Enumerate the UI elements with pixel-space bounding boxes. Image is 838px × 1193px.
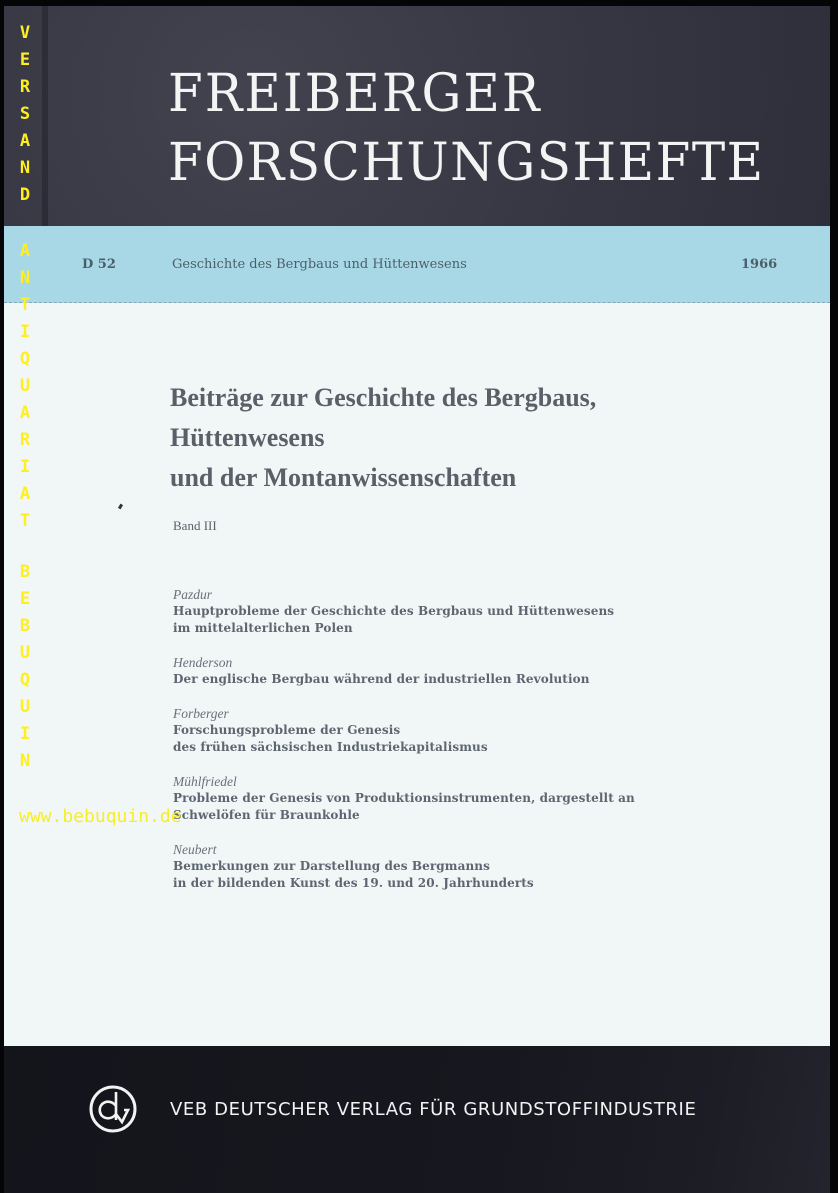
watermark-letter: T xyxy=(19,295,31,315)
title-band xyxy=(4,6,830,226)
entry-title: Bemerkungen zur Darstellung des Bergmanns xyxy=(173,859,490,873)
entry-title: des frühen sächsischen Industriekapitalismus xyxy=(173,740,488,754)
entry-title: Der englische Bergbau während der industriellen Revolution xyxy=(173,672,590,686)
publisher-name: VEB DEUTSCHER VERLAG FÜR GRUNDSTOFFINDUSTRIE xyxy=(170,1099,697,1120)
entry-title: Hauptprobleme der Geschichte des Bergbaus und Hüttenwesens xyxy=(173,604,615,618)
watermark-letter: Q xyxy=(19,349,31,369)
watermark-url: www.bebuquin.de xyxy=(19,806,182,827)
contents-entry xyxy=(173,705,693,756)
contents-entry xyxy=(173,586,693,637)
volume-label: Band III xyxy=(173,518,217,533)
series-band xyxy=(4,226,830,303)
watermark-letter: U xyxy=(19,376,31,396)
main-title-line: Hüttenwesens xyxy=(170,423,325,452)
spine-shadow xyxy=(42,6,48,226)
entry-title: Schwelöfen für Braunkohle xyxy=(173,808,360,822)
watermark-letter: R xyxy=(19,77,31,97)
watermark-letter: N xyxy=(19,158,31,178)
entry-author: Mühlfriedel xyxy=(173,774,237,789)
issue-code: D 52 xyxy=(82,257,116,272)
watermark-letter: A xyxy=(19,484,31,504)
watermark-letter: S xyxy=(19,104,31,124)
series-title-line1: FREIBERGER xyxy=(168,62,542,124)
contents-entry xyxy=(173,841,693,892)
watermark-letter: B xyxy=(19,616,31,636)
watermark-versand xyxy=(10,20,40,209)
entry-title: Forschungsprobleme der Genesis xyxy=(173,723,401,737)
main-title xyxy=(170,378,596,498)
watermark-letter: I xyxy=(19,457,31,477)
publication-year: 1966 xyxy=(741,257,778,272)
contents-entry xyxy=(173,773,693,824)
entry-author: Henderson xyxy=(173,655,233,670)
watermark-letter: D xyxy=(19,185,31,205)
watermark-letter: A xyxy=(19,403,31,423)
watermark-letter: U xyxy=(19,643,31,663)
contents-entry xyxy=(173,654,693,688)
watermark-antiquariat xyxy=(10,238,40,535)
series-title-line2: FORSCHUNGSHEFTE xyxy=(168,131,765,193)
entry-author: Pazdur xyxy=(173,587,213,602)
watermark-letter: N xyxy=(19,268,31,288)
dvg-logo-icon xyxy=(88,1084,138,1134)
contents-list xyxy=(173,586,693,909)
watermark-letter: I xyxy=(19,322,31,342)
watermark-letter: E xyxy=(19,589,31,609)
series-subject: Geschichte des Bergbaus und Hüttenwesens xyxy=(172,257,467,272)
watermark-letter: T xyxy=(19,511,31,531)
main-title-line: und der Montanwissenschaften xyxy=(170,463,517,492)
watermark-letter: A xyxy=(19,131,31,151)
book-cover xyxy=(4,6,830,1193)
entry-title: in der bildenden Kunst des 19. und 20. Jahrhunderts xyxy=(173,876,534,890)
watermark-letter: A xyxy=(19,241,31,261)
main-title-line: Beiträge zur Geschichte des Bergbaus, xyxy=(170,383,597,412)
watermark-letter: B xyxy=(19,562,31,582)
watermark-letter: V xyxy=(19,23,31,43)
watermark-bebuquin xyxy=(10,559,40,775)
watermark-letter: U xyxy=(19,697,31,717)
print-speck xyxy=(118,504,123,510)
watermark-letter: E xyxy=(19,50,31,70)
watermark-letter: N xyxy=(19,751,31,771)
watermark-letter: I xyxy=(19,724,31,744)
entry-author: Forberger xyxy=(173,706,229,721)
watermark-letter: Q xyxy=(19,670,31,690)
entry-title: im mittelalterlichen Polen xyxy=(173,621,353,635)
entry-author: Neubert xyxy=(173,842,217,857)
watermark-letter: R xyxy=(19,430,31,450)
entry-title: Probleme der Genesis von Produktionsinstrumenten, dargestellt an xyxy=(173,791,635,805)
